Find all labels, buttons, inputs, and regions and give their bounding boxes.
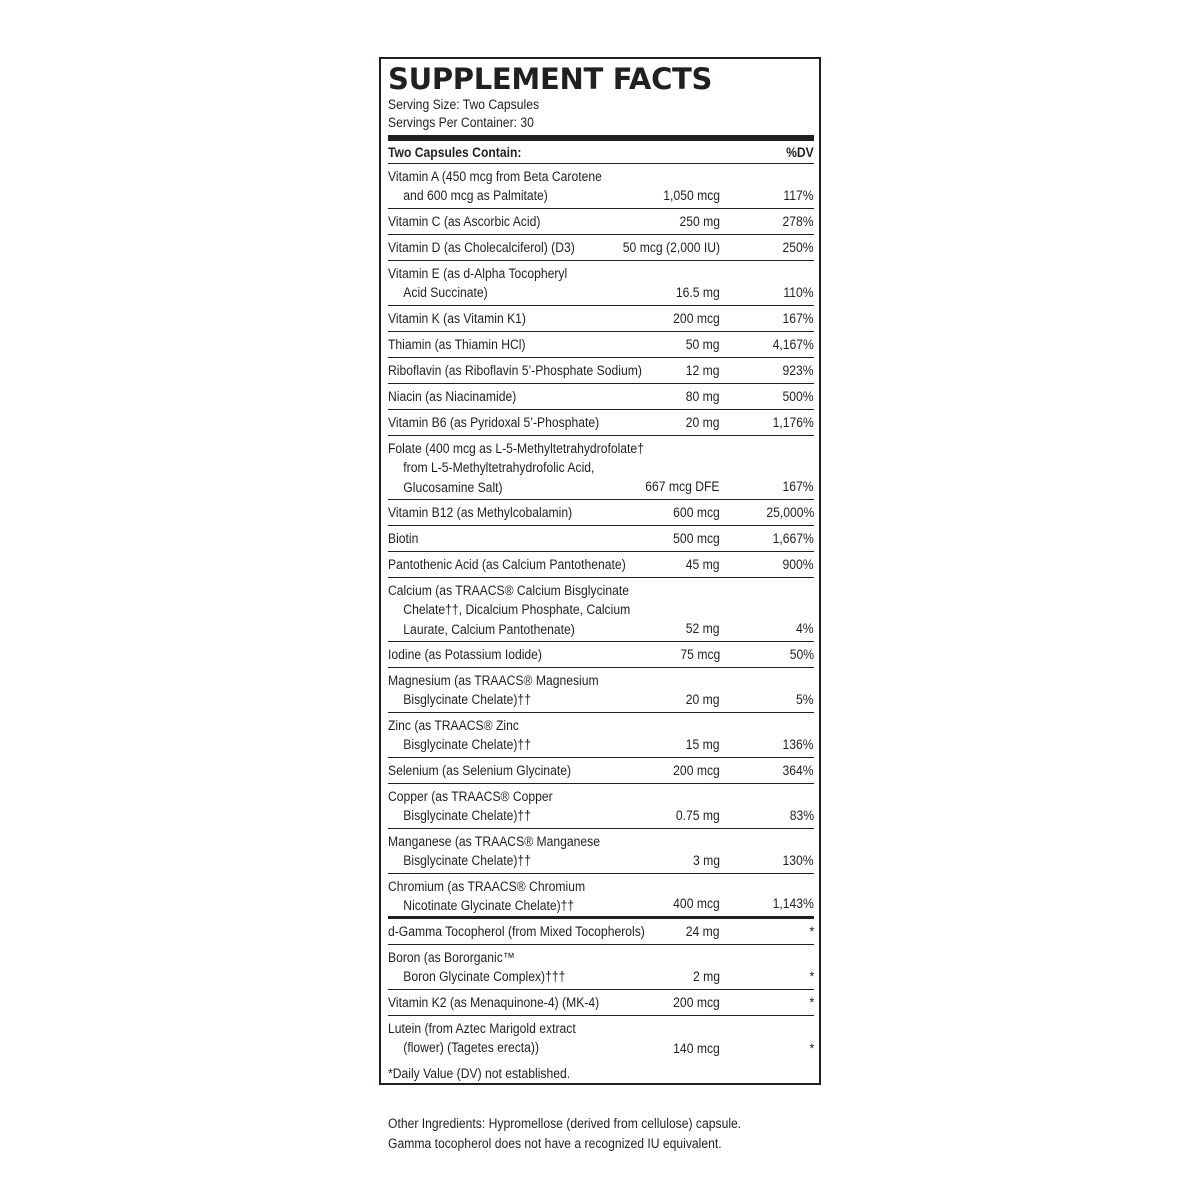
nutrient-daily-value: 278% [782, 213, 814, 229]
nutrient-amount: 20 mg [686, 414, 720, 430]
nutrient-row [388, 500, 814, 526]
nutrient-name-line: Bisglycinate Chelate)†† [403, 808, 531, 824]
daily-value-header: %DV [786, 144, 814, 160]
nutrient-daily-value: 5% [796, 691, 814, 707]
nutrient-name [388, 1016, 814, 1061]
nutrient-name-line: Chromium (as TRAACS® Chromium [388, 879, 586, 894]
nutrient-name-line: Boron (as Bororganic™ [388, 950, 515, 965]
nutrient-name-line: Manganese (as TRAACS® Manganese [388, 834, 601, 849]
nutrient-daily-value: 136% [782, 736, 814, 752]
nutrient-amount: 140 mcg [673, 1040, 720, 1056]
nutrient-daily-value: 4% [796, 620, 814, 636]
nutrient-daily-value: 167% [782, 310, 814, 326]
nutrient-amount: 45 mg [686, 556, 720, 572]
nutrient-name [388, 209, 814, 234]
nutrient-name [388, 552, 814, 577]
nutrient-amount: 20 mg [686, 691, 720, 707]
nutrient-name-line: Folate (400 mcg as L-5-Methyltetrahydrofolate† [388, 441, 644, 456]
nutrient-row [388, 784, 814, 829]
nutrient-daily-value: * [809, 968, 814, 984]
gamma-tocopherol-note: Gamma tocopherol does not have a recognized IU equivalent. [388, 1135, 722, 1151]
nutrient-name-line: and 600 mcg as Palmitate) [403, 188, 548, 204]
nutrient-name [388, 758, 814, 783]
nutrient-name-line: Vitamin E (as d-Alpha Tocopheryl [388, 266, 568, 281]
nutrient-amount: 500 mcg [673, 530, 720, 546]
nutrient-name-line: from L-5-Methyltetrahydrofolic Acid, [403, 460, 595, 476]
nutrient-name-line: Boron Glycinate Complex)††† [403, 969, 566, 985]
nutrient-name [388, 713, 814, 758]
nutrient-daily-value: * [809, 1040, 814, 1056]
nutrient-name [388, 874, 814, 919]
nutrient-name-line: Selenium (as Selenium Glycinate) [388, 763, 572, 778]
nutrient-daily-value: 500% [782, 388, 814, 404]
nutrient-daily-value: 364% [782, 762, 814, 778]
nutrient-daily-value: * [809, 994, 814, 1010]
nutrient-name-line: Acid Succinate) [403, 285, 488, 301]
nutrient-row [388, 526, 814, 552]
nutrient-name-line: Lutein (from Aztec Marigold extract [388, 1021, 576, 1036]
nutrient-amount: 80 mg [686, 388, 720, 404]
nutrient-name [388, 261, 814, 306]
nutrient-name-line: Glucosamine Salt) [403, 479, 503, 495]
nutrient-name [388, 410, 814, 435]
nutrient-daily-value: 50% [789, 646, 814, 662]
amount-per-serving-header: Two Capsules Contain: [388, 144, 522, 160]
nutrient-amount: 12 mg [686, 362, 720, 378]
nutrient-row [388, 384, 814, 410]
nutrient-name-line: Vitamin A (450 mcg from Beta Carotene [388, 169, 602, 184]
nutrient-daily-value: 167% [782, 478, 814, 494]
nutrient-rows [388, 164, 814, 1061]
nutrient-row [388, 332, 814, 358]
servings-per-container: Servings Per Container: 30 [388, 115, 534, 130]
nutrient-row [388, 919, 814, 945]
nutrient-name [388, 945, 814, 990]
nutrient-name [388, 829, 814, 874]
nutrient-name [388, 642, 814, 667]
nutrient-name-line: Iodine (as Potassium Iodide) [388, 647, 542, 662]
nutrient-row [388, 945, 814, 990]
nutrient-daily-value: 250% [782, 239, 814, 255]
nutrient-amount: 0.75 mg [676, 807, 720, 823]
other-ingredients-block [388, 1114, 741, 1153]
nutrient-amount: 250 mg [679, 213, 720, 229]
nutrient-name-line: Niacin (as Niacinamide) [388, 389, 517, 404]
daily-value-footnote: *Daily Value (DV) not established. [388, 1066, 571, 1081]
nutrient-amount: 600 mcg [673, 504, 720, 520]
nutrient-name [388, 668, 814, 713]
nutrient-row [388, 410, 814, 436]
nutrient-row [388, 164, 814, 209]
nutrient-daily-value: 117% [783, 187, 814, 203]
nutrient-amount: 2 mg [692, 968, 720, 984]
nutrient-name [388, 990, 814, 1015]
nutrient-name-line: Bisglycinate Chelate)†† [403, 737, 531, 753]
nutrient-row [388, 306, 814, 332]
nutrient-name-line: Vitamin K (as Vitamin K1) [388, 311, 526, 326]
nutrient-name [388, 436, 814, 500]
nutrient-name [388, 384, 814, 409]
nutrient-amount: 400 mcg [673, 895, 720, 911]
nutrient-name [388, 235, 814, 260]
nutrient-daily-value: * [809, 923, 814, 939]
nutrient-amount: 15 mg [686, 736, 720, 752]
nutrient-row [388, 209, 814, 235]
nutrient-name-line: Pantothenic Acid (as Calcium Pantothenate) [388, 557, 626, 572]
nutrient-amount: 50 mcg (2,000 IU) [622, 239, 720, 255]
nutrient-name-line: Vitamin B12 (as Methylcobalamin) [388, 505, 573, 520]
serving-size: Serving Size: Two Capsules [388, 97, 540, 112]
nutrient-daily-value: 923% [782, 362, 814, 378]
nutrient-daily-value: 4,167% [772, 336, 814, 352]
nutrient-daily-value: 1,667% [772, 530, 814, 546]
nutrient-name-line: (flower) (Tagetes erecta)) [403, 1040, 540, 1056]
nutrient-name [388, 500, 814, 525]
nutrient-daily-value: 1,176% [772, 414, 814, 430]
nutrient-row [388, 261, 814, 306]
nutrient-row [388, 758, 814, 784]
supplement-facts-panel [379, 57, 821, 1085]
nutrient-name-line: Thiamin (as Thiamin HCl) [388, 337, 526, 352]
other-ingredients-text: Other Ingredients: Hypromellose (derived from cellulose) capsule. [388, 1116, 742, 1131]
nutrient-amount: 50 mg [686, 336, 720, 352]
nutrient-name-line: Bisglycinate Chelate)†† [403, 692, 531, 708]
nutrient-amount: 200 mcg [673, 762, 720, 778]
nutrient-row [388, 436, 814, 500]
nutrient-daily-value: 900% [782, 556, 814, 572]
nutrient-name-line: Vitamin C (as Ascorbic Acid) [388, 214, 541, 229]
nutrient-name [388, 784, 814, 829]
nutrient-name-line: Calcium (as TRAACS® Calcium Bisglycinate [388, 583, 630, 598]
nutrient-row [388, 713, 814, 758]
nutrient-row [388, 990, 814, 1016]
nutrient-name [388, 164, 814, 209]
nutrient-name-line: d-Gamma Tocopherol (from Mixed Tocopherols) [388, 924, 645, 939]
nutrient-amount: 52 mg [686, 620, 720, 636]
nutrient-row [388, 874, 814, 919]
nutrient-row [388, 668, 814, 713]
nutrient-daily-value: 110% [783, 284, 814, 300]
nutrient-amount: 16.5 mg [676, 284, 720, 300]
nutrient-name [388, 526, 814, 551]
nutrient-name-line: Vitamin B6 (as Pyridoxal 5’-Phosphate) [388, 415, 600, 430]
nutrient-name-line: Laurate, Calcium Pantothenate) [403, 621, 575, 637]
column-header-row [388, 135, 814, 164]
nutrient-name [388, 358, 814, 383]
nutrient-name-line: Biotin [388, 531, 419, 546]
nutrient-row [388, 235, 814, 261]
nutrient-daily-value: 25,000% [766, 504, 814, 520]
nutrient-amount: 667 mcg DFE [645, 478, 720, 494]
nutrient-amount: 1,050 mcg [663, 187, 720, 203]
nutrient-daily-value: 83% [789, 807, 814, 823]
nutrient-name-line: Magnesium (as TRAACS® Magnesium [388, 673, 599, 688]
nutrient-name [388, 578, 814, 642]
nutrient-row [388, 358, 814, 384]
nutrient-row [388, 552, 814, 578]
nutrient-row [388, 829, 814, 874]
nutrient-row [388, 578, 814, 642]
nutrient-amount: 24 mg [686, 923, 720, 939]
nutrient-name-line: Vitamin K2 (as Menaquinone-4) (MK-4) [388, 995, 600, 1010]
panel-title: SUPPLEMENT FACTS [388, 62, 713, 96]
nutrient-amount: 200 mcg [673, 310, 720, 326]
nutrient-amount: 200 mcg [673, 994, 720, 1010]
nutrient-name-line: Vitamin D (as Cholecalciferol) (D3) [388, 240, 575, 255]
nutrient-name-line: Nicotinate Glycinate Chelate)†† [403, 898, 575, 914]
nutrient-name [388, 919, 814, 944]
nutrient-name-line: Chelate††, Dicalcium Phosphate, Calcium [403, 602, 631, 618]
nutrient-name-line: Copper (as TRAACS® Copper [388, 789, 553, 804]
nutrient-daily-value: 1,143% [772, 895, 814, 911]
nutrient-amount: 75 mcg [680, 646, 720, 662]
nutrient-row [388, 1016, 814, 1061]
nutrient-name-line: Bisglycinate Chelate)†† [403, 853, 531, 869]
nutrient-name-line: Zinc (as TRAACS® Zinc [388, 718, 519, 733]
nutrient-amount: 3 mg [692, 852, 720, 868]
nutrient-row [388, 642, 814, 668]
nutrient-name [388, 306, 814, 331]
nutrient-daily-value: 130% [782, 852, 814, 868]
nutrient-name [388, 332, 814, 357]
nutrient-name-line: Riboflavin (as Riboflavin 5’-Phosphate Sodium) [388, 363, 642, 378]
